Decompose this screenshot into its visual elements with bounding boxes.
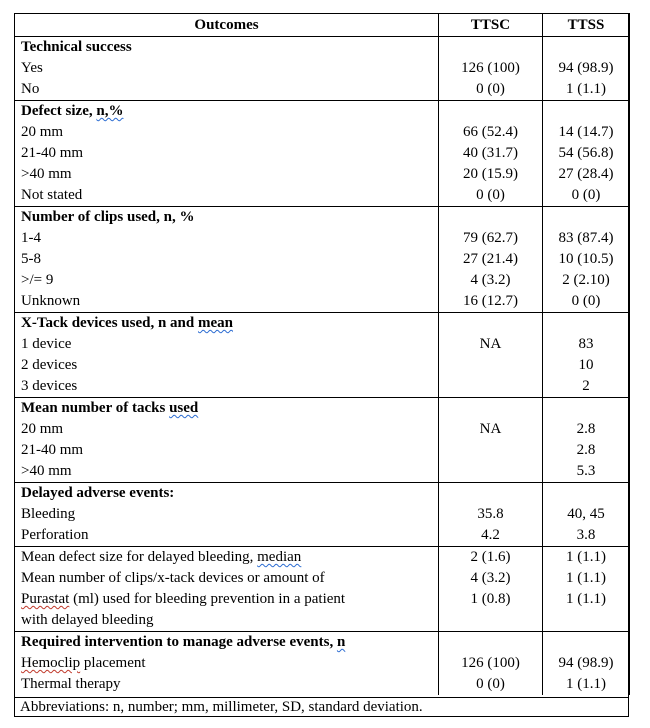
ttss-value: 2 (2.10)	[562, 272, 610, 288]
section-bleeding-stats	[15, 547, 630, 632]
ttss-value: 3.8	[576, 527, 596, 543]
row-label: Unknown	[21, 293, 81, 309]
ttss-value: 1 (1.1)	[566, 676, 606, 692]
ttsc-cell	[439, 37, 543, 101]
ttss-value: 0 (0)	[571, 293, 601, 309]
abbreviations-footnote: Abbreviations: n, number; mm, millimeter, SD, standard deviation.	[14, 697, 629, 717]
ttsc-cell	[439, 483, 543, 547]
ttsc-value: 126 (100)	[461, 655, 520, 671]
ttss-cell	[543, 632, 630, 696]
section-clips-used	[15, 207, 630, 313]
ttsc-value: 79 (62.7)	[463, 230, 518, 246]
ttss-value: 83	[578, 336, 594, 352]
row-label: 20 mm	[21, 421, 64, 437]
ttss-cell	[543, 398, 630, 483]
ttss-value: 10 (10.5)	[558, 251, 614, 267]
ttsc-value: 1 (0.8)	[470, 591, 511, 607]
header-row	[15, 14, 630, 37]
section-title: Delayed adverse events:	[21, 485, 175, 501]
section-title: Mean number of tacks used	[21, 400, 199, 416]
row-label: Not stated	[21, 187, 83, 203]
ttsc-value: 2 (1.6)	[470, 549, 511, 565]
section-title: Technical success	[21, 39, 132, 55]
ttss-value: 54 (56.8)	[558, 145, 614, 161]
ttss-value: 40, 45	[567, 506, 605, 522]
ttsc-value: NA	[479, 421, 502, 437]
ttsc-cell	[439, 398, 543, 483]
ttsc-value: 40 (31.7)	[463, 145, 518, 161]
ttss-cell	[543, 547, 630, 632]
row-label: Mean number of clips/x-tack devices or amount of	[21, 570, 325, 586]
row-label: Purastat (ml) used for bleeding prevention in a patient	[21, 591, 346, 607]
row-label: Perforation	[21, 527, 89, 543]
row-label: 1-4	[21, 230, 41, 246]
ttsc-value: 0 (0)	[476, 81, 505, 97]
ttsc-cell	[439, 547, 543, 632]
header-ttss: TTSS	[543, 14, 630, 37]
section-technical-success	[15, 37, 630, 101]
section-xtack-devices	[15, 313, 630, 398]
ttss-value: 1 (1.1)	[566, 570, 606, 586]
row-label: 1 device	[21, 336, 72, 352]
section-title: Required intervention to manage adverse events, n	[21, 634, 346, 650]
ttsc-cell	[439, 313, 543, 398]
header-outcomes: Outcomes	[15, 14, 439, 37]
ttss-cell	[543, 313, 630, 398]
section-title: X-Tack devices used, n and mean	[21, 315, 233, 331]
row-label: >/= 9	[21, 272, 54, 288]
ttsc-value: 66 (52.4)	[463, 124, 518, 140]
ttss-value: 2.8	[576, 442, 596, 458]
ttsc-value: 4 (3.2)	[470, 570, 511, 586]
ttsc-value: 126 (100)	[461, 60, 520, 76]
row-label: Mean defect size for delayed bleeding, median	[21, 549, 302, 565]
ttss-value: 1 (1.1)	[566, 549, 606, 565]
header-ttsc: TTSC	[439, 14, 543, 37]
ttsc-value: 0 (0)	[476, 187, 505, 203]
row-label: 2 devices	[21, 357, 78, 373]
section-tacks-used	[15, 398, 630, 483]
row-label-yes: Yes	[21, 60, 43, 76]
ttss-value: 94 (98.9)	[558, 655, 614, 671]
row-label: 3 devices	[21, 378, 78, 394]
section-intervention	[15, 632, 630, 696]
ttsc-cell	[439, 632, 543, 696]
ttss-cell	[543, 101, 630, 207]
ttss-value: 94 (98.9)	[558, 60, 614, 76]
ttss-value: 2.8	[576, 421, 596, 437]
row-label: Hemoclip placement	[21, 655, 146, 671]
ttss-value: 27 (28.4)	[558, 166, 614, 182]
ttsc-value: 35.8	[477, 506, 504, 522]
row-label: 5-8	[21, 251, 41, 267]
ttss-value: 0 (0)	[571, 187, 601, 203]
ttss-value: 10	[578, 357, 594, 373]
outcomes-table	[14, 13, 630, 695]
row-label: 21-40 mm	[21, 145, 84, 161]
row-label: 21-40 mm	[21, 442, 84, 458]
row-label: >40 mm	[21, 463, 72, 479]
ttss-cell	[543, 37, 630, 101]
ttss-value: 1 (1.1)	[566, 591, 606, 607]
row-label: Thermal therapy	[21, 676, 121, 692]
section-defect-size	[15, 101, 630, 207]
ttsc-value: 27 (21.4)	[463, 251, 518, 267]
row-label: >40 mm	[21, 166, 72, 182]
ttss-value: 5.3	[576, 463, 596, 479]
ttss-value: 2	[582, 378, 590, 394]
row-label: 20 mm	[21, 124, 64, 140]
ttsc-value: NA	[479, 336, 502, 352]
ttss-cell	[543, 483, 630, 547]
ttsc-value: 4.2	[481, 527, 500, 543]
row-label	[15, 37, 439, 101]
ttsc-cell	[439, 207, 543, 313]
ttss-cell	[543, 207, 630, 313]
ttss-value: 14 (14.7)	[558, 124, 614, 140]
row-label: with delayed bleeding	[21, 612, 154, 628]
row-label-no: No	[21, 81, 40, 97]
ttsc-value: 0 (0)	[476, 676, 505, 692]
row-label: Bleeding	[21, 506, 76, 522]
ttss-value: 1 (1.1)	[566, 81, 606, 97]
ttsc-value: 4 (3.2)	[470, 272, 511, 288]
section-delayed-adverse	[15, 483, 630, 547]
ttsc-value: 20 (15.9)	[463, 166, 518, 182]
section-title: Defect size, n,%	[21, 103, 124, 119]
ttsc-cell	[439, 101, 543, 207]
ttss-value: 83 (87.4)	[558, 230, 614, 246]
ttsc-value: 16 (12.7)	[463, 293, 518, 309]
section-title: Number of clips used, n, %	[21, 209, 195, 225]
